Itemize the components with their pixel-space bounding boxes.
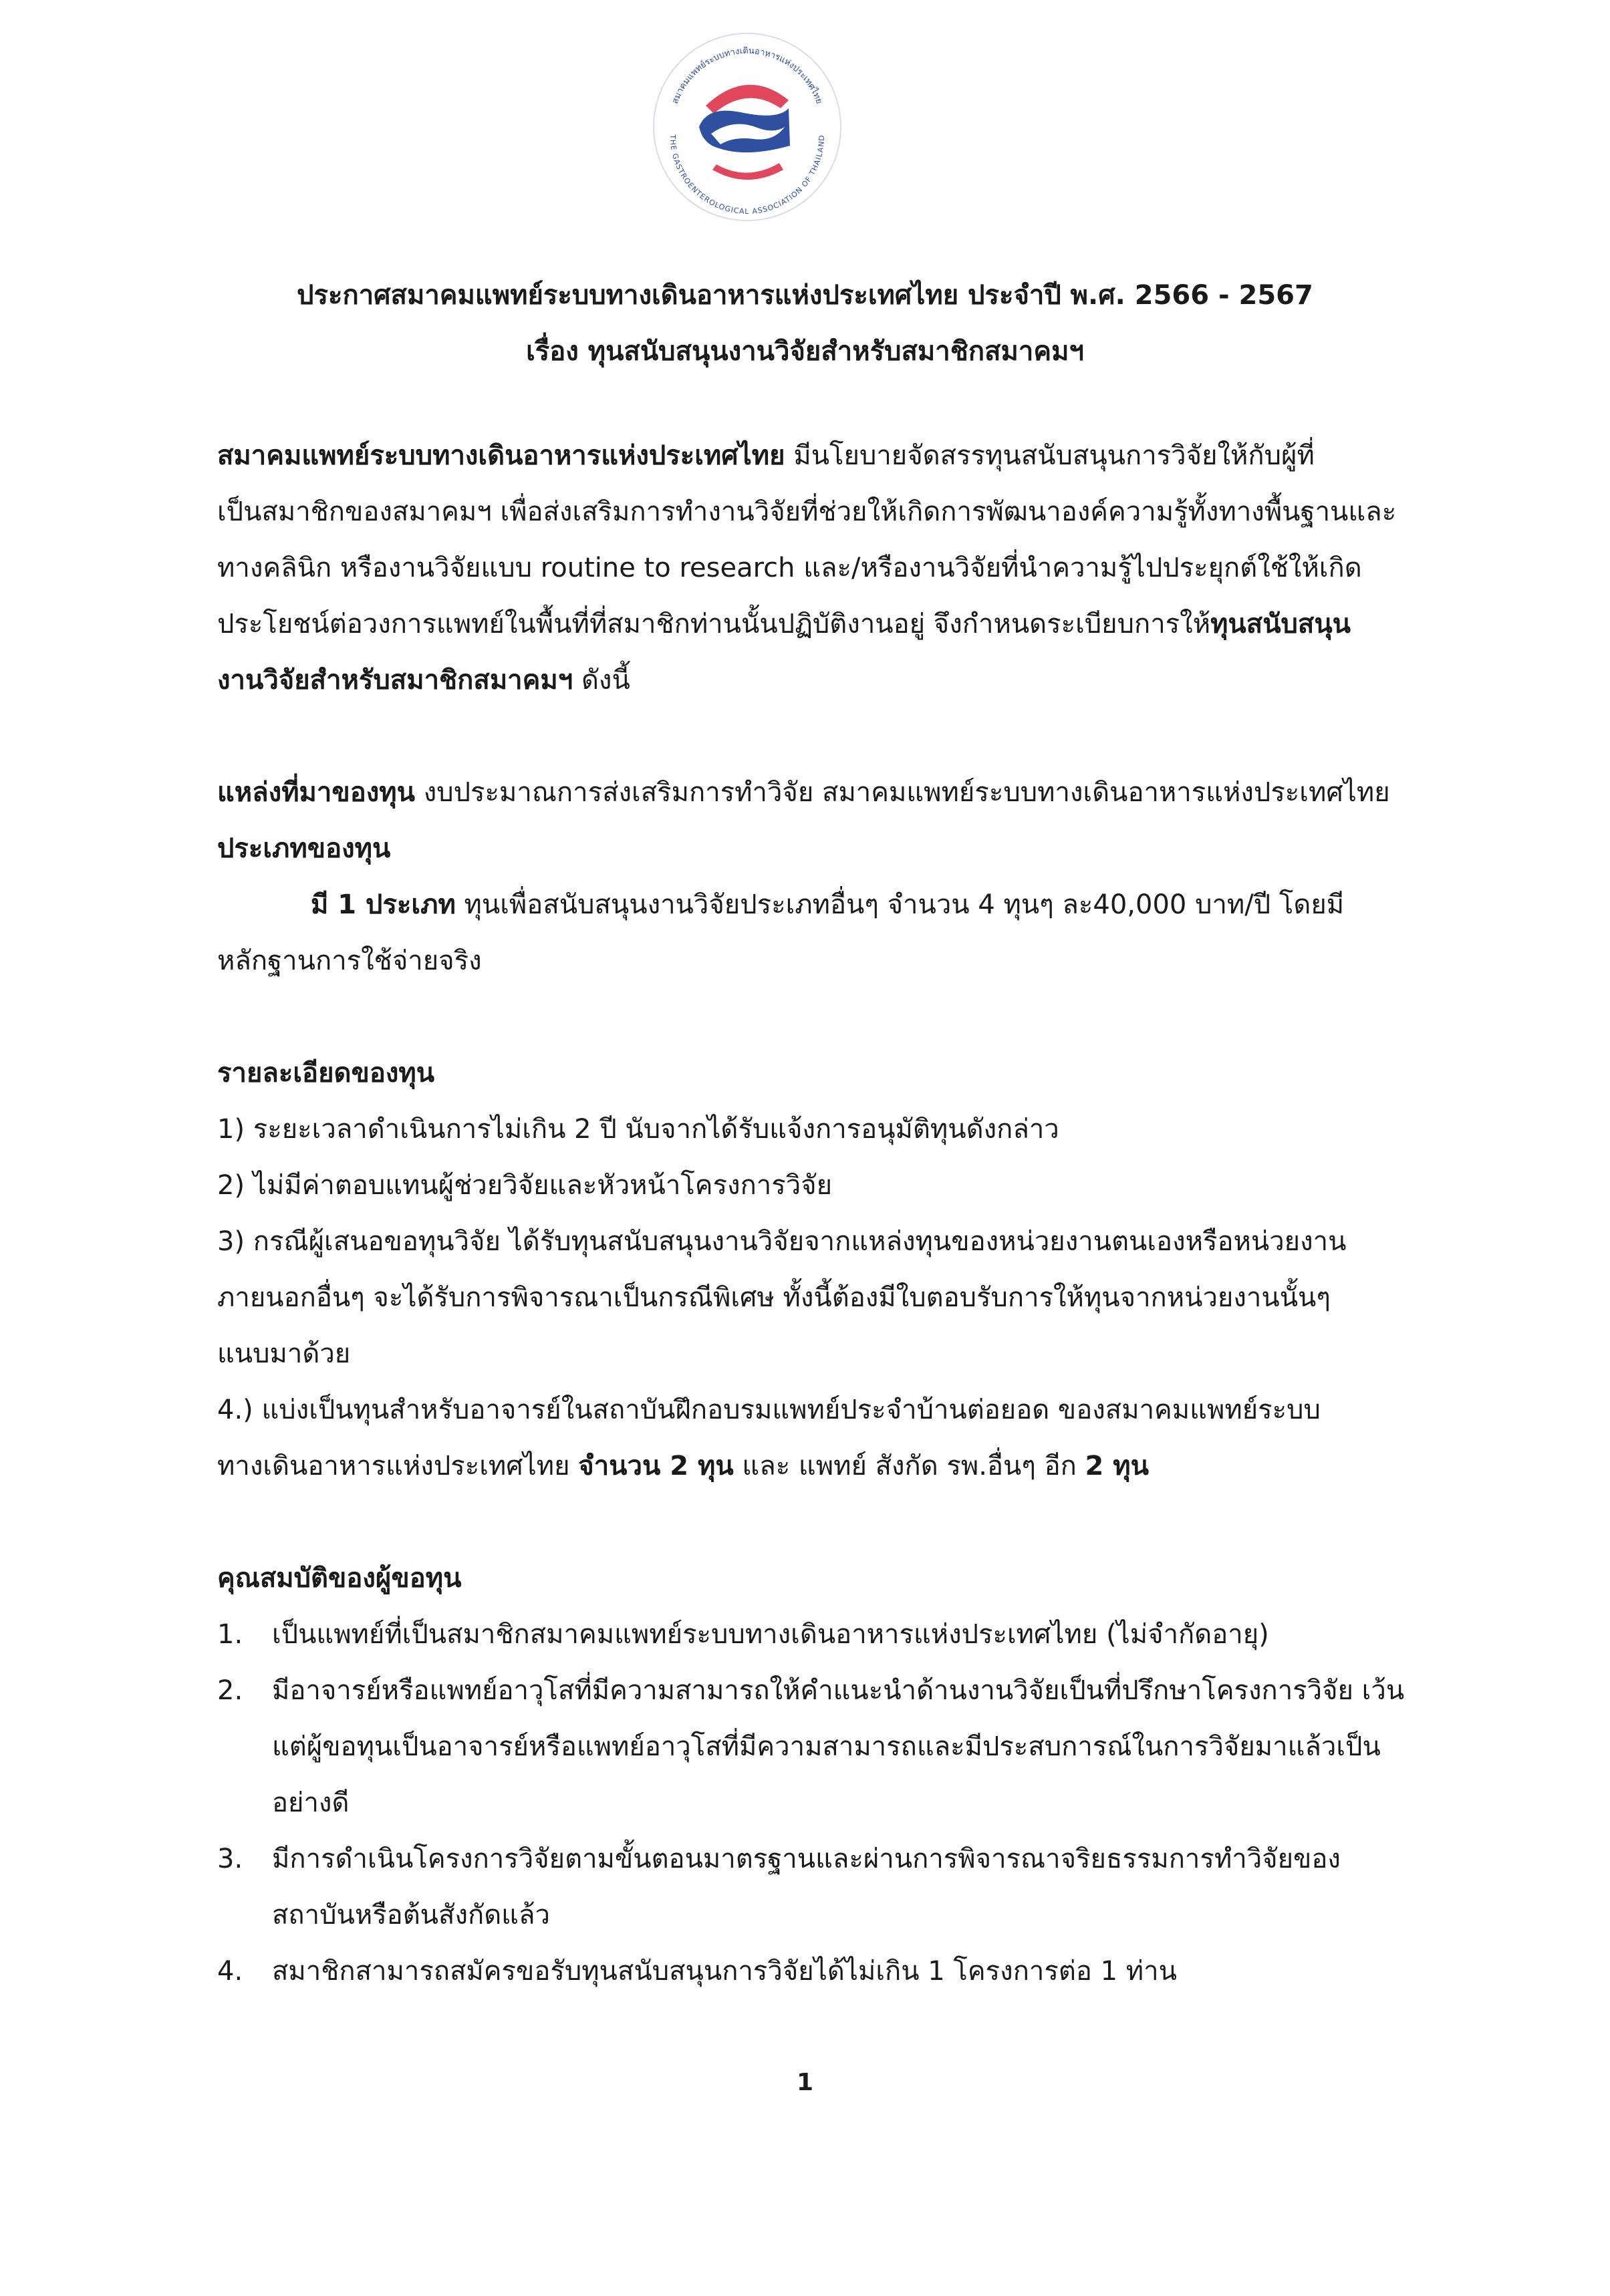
qualification-item-2 — [217, 1663, 1420, 1719]
qualification-item-3-cont-1: สถาบันหรือต้นสังกัดแล้ว — [272, 1900, 550, 1930]
title-line-2: เรื่อง ทุนสนับสนุนงานวิจัยสำหรับสมาชิกสมาคมฯ — [526, 336, 1084, 367]
details-item-2: 2) ไม่มีค่าตอบแทนผู้ช่วยวิจัยและหัวหน้าโครงการวิจัย — [217, 1170, 833, 1201]
qualifications-heading: คุณสมบัติของผู้ขอทุน — [217, 1563, 462, 1594]
association-logo — [647, 27, 847, 227]
association-logo-icon — [647, 27, 847, 227]
qualification-text: เป็นแพทย์ที่เป็นสมาชิกสมาคมแพทย์ระบบทางเดินอาหารแห่งประเทศไทย (ไม่จำกัดอายุ) — [272, 1619, 1269, 1650]
spacer — [217, 708, 1420, 764]
intro-line-2: เป็นสมาชิกของสมาคมฯ เพื่อส่งเสริมการทำงานวิจัยที่ช่วยให้เกิดการพัฒนาองค์ความรู้ทั้งทางพื้นฐานและ — [217, 496, 1397, 527]
qualification-number: 2. — [217, 1675, 243, 1706]
qualification-number: 3. — [217, 1844, 243, 1874]
qualification-number: 4. — [217, 1956, 243, 1987]
intro-line-4 — [217, 596, 1420, 652]
title-line-1: ประกาศสมาคมแพทย์ระบบทางเดินอาหารแห่งประเทศไทย ประจำปี พ.ศ. 2566 - 2567 — [297, 280, 1313, 311]
fund-type-lead: มี 1 ประเภท — [311, 889, 456, 920]
fund-type-line-2: หลักฐานการใช้จ่ายจริง — [217, 946, 482, 976]
qualification-item-2-cont-1: แต่ผู้ขอทุนเป็นอาจารย์หรือแพทย์อาวุโสที่มีความสามารถและมีประสบการณ์ในการวิจัยมาแล้วเป็น — [272, 1731, 1381, 1762]
details-item-4-line-1: 4.) แบ่งเป็นทุนสำหรับอาจารย์ในสถาบันฝึกอบรมแพทย์ประจำบ้านต่อยอด ของสมาคมแพทย์ระบบ — [217, 1395, 1321, 1425]
details-item-3-line-3: แนบมาด้วย — [217, 1338, 351, 1369]
intro-lead-bold: สมาคมแพทย์ระบบทางเดินอาหารแห่งประเทศไทย — [217, 440, 785, 471]
source-text: งบประมาณการส่งเสริมการทำวิจัย สมาคมแพทย์ระบบทางเดินอาหารแห่งประเทศไทย — [415, 777, 1390, 808]
intro-line-3: ทางคลินิก หรืองานวิจัยแบบ routine to research และ/หรืองานวิจัยที่นำความรู้ไปประยุกต์ใช้ให้เกิด — [217, 553, 1362, 583]
details-item-4-text-a: ทางเดินอาหารแห่งประเทศไทย — [217, 1451, 579, 1481]
details-item-3-line-2: ภายนอกอื่นๆ จะได้รับการพิจารณาเป็นกรณีพิเศษ ทั้งนี้ต้องมีใบตอบรับการให้ทุนจากหน่วยงานนั้นๆ — [217, 1282, 1331, 1313]
logo-top-text: สมาคมแพทย์ระบบทางเดินอาหารแห่งประเทศไทย — [670, 45, 825, 106]
intro-line-1-rest: มีนโยบายจัดสรรทุนสนับสนุนการวิจัยให้กับผู้ที่ — [785, 440, 1315, 471]
intro-line-5 — [217, 652, 1420, 708]
intro-line-4-plain: ประโยชน์ต่อวงการแพทย์ในพื้นที่ที่สมาชิกท่านนั้นปฏิบัติงานอยู่ จึงกำหนดระเบียบการให้ — [217, 609, 1211, 639]
details-item-4-line-2 — [217, 1438, 1420, 1494]
qualification-item-3 — [217, 1831, 1420, 1887]
details-item-3-line-1: 3) กรณีผู้เสนอขอทุนวิจัย ได้รับทุนสนับสนุนงานวิจัยจากแหล่งทุนของหน่วยงานตนเองหรือหน่วยงาน — [217, 1226, 1347, 1257]
qualification-item-2-cont-2: อย่างดี — [272, 1787, 350, 1818]
details-item-4-text-b: จำนวน 2 ทุน — [578, 1451, 734, 1481]
fund-type-heading: ประเภทของทุน — [217, 833, 391, 864]
qualification-text: สมาชิกสามารถสมัครขอรับทุนสนับสนุนการวิจัยได้ไม่เกิน 1 โครงการต่อ 1 ท่าน — [272, 1956, 1177, 1987]
qualification-text: มีอาจารย์หรือแพทย์อาวุโสที่มีความสามารถให้คำแนะนำด้านงานวิจัยเป็นที่ปรึกษาโครงการวิจัย เว้น — [272, 1675, 1405, 1706]
qualification-item-4 — [217, 1943, 1420, 1999]
details-item-4-text-c: และ แพทย์ สังกัด รพ.อื่นๆ อีก — [733, 1451, 1085, 1481]
details-item-4-text-d: 2 ทุน — [1085, 1451, 1150, 1481]
page-number: 1 — [796, 2069, 814, 2096]
source-label: แหล่งที่มาของทุน — [217, 777, 415, 808]
intro-line-4-bold: ทุนสนับสนุน — [1210, 609, 1351, 639]
spacer — [217, 989, 1420, 1045]
intro-line-1 — [217, 428, 1420, 484]
logo-bottom-text: THE GASTROENTEROLOGICAL ASSOCIATION OF THAILAND — [668, 134, 827, 217]
fund-type-line-1 — [217, 877, 1420, 933]
details-heading: รายละเอียดของทุน — [217, 1058, 435, 1089]
intro-line-5-bold: งานวิจัยสำหรับสมาชิกสมาคมฯ — [217, 665, 573, 696]
qualification-text: มีการดำเนินโครงการวิจัยตามขั้นตอนมาตรฐานและผ่านการพิจารณาจริยธรรมการทำวิจัยของ — [272, 1844, 1341, 1874]
spacer — [217, 1494, 1420, 1550]
fund-type-line-1-rest: ทุนเพื่อสนับสนุนงานวิจัยประเภทอื่นๆ จำนวน 4 ทุนๆ ละ40,000 บาท/ปี โดยมี — [455, 889, 1345, 920]
details-item-1: 1) ระยะเวลาดำเนินการไม่เกิน 2 ปี นับจากได้รับแจ้งการอนุมัติทุนดังกล่าว — [217, 1114, 1059, 1145]
announcement-title — [134, 267, 1476, 380]
intro-line-5-rest: ดังนี้ — [573, 665, 630, 696]
qualification-item-1 — [217, 1606, 1420, 1663]
source-line — [217, 764, 1420, 821]
qualification-number: 1. — [217, 1619, 243, 1650]
document-body — [217, 428, 1420, 1999]
